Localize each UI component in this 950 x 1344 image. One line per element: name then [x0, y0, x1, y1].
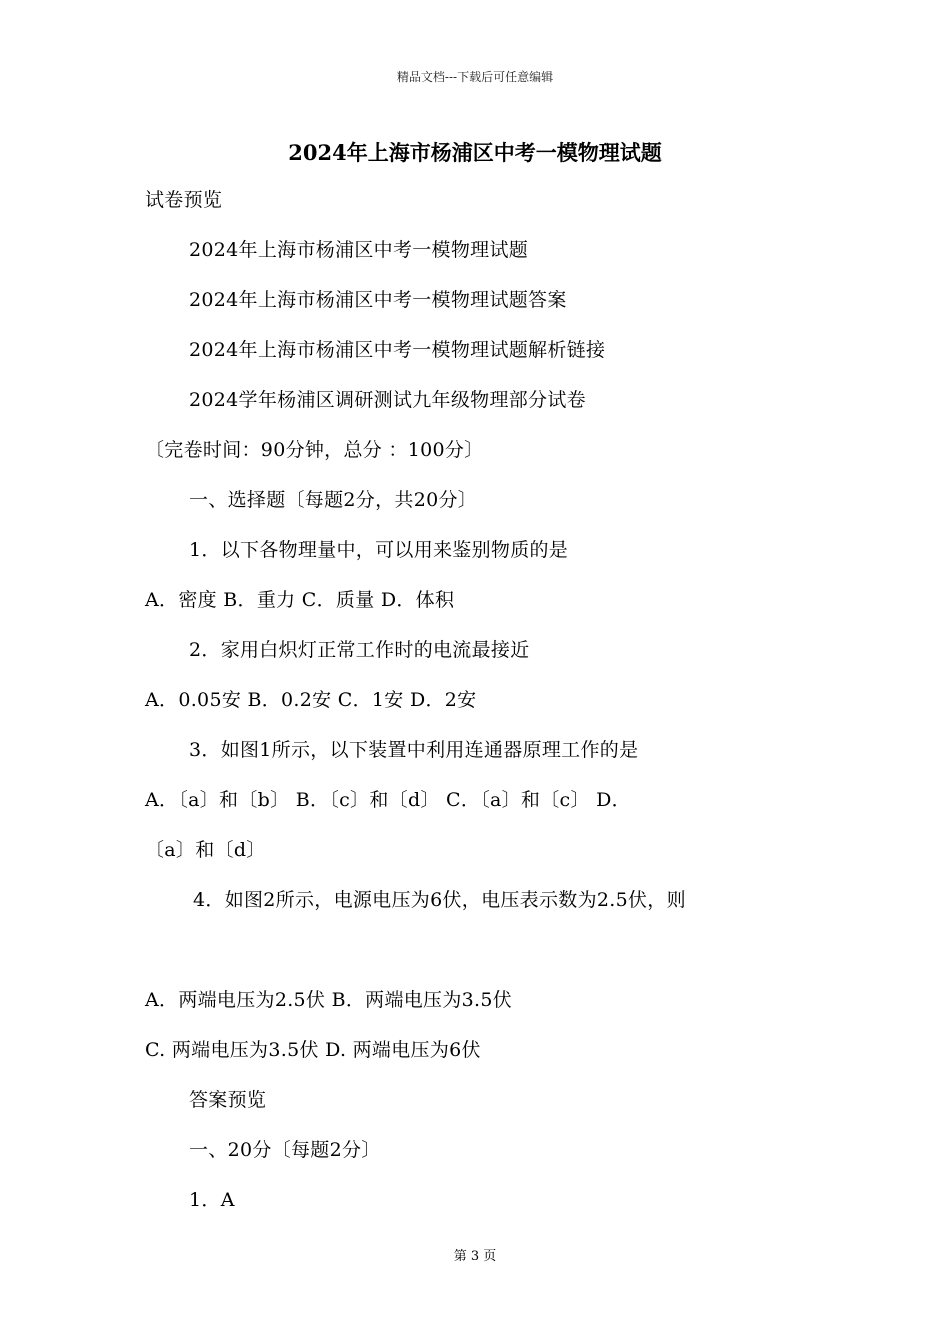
doc-link-answers[interactable]: 2024年上海市杨浦区中考一模物理试题答案 [189, 289, 567, 311]
question-2-options: A．0.05安 B．0.2安 C．1安 D．2安 [145, 689, 477, 711]
section-heading-answers: 答案预览 [189, 1089, 267, 1111]
question-1: 1．以下各物理量中，可以用来鉴别物质的是 [189, 539, 569, 561]
question-3: 3．如图1所示，以下装置中利用连通器原理工作的是 [189, 739, 639, 761]
document-title: 2024年上海市杨浦区中考一模物理试题 [288, 140, 662, 165]
exam-subtitle: 2024学年杨浦区调研测试九年级物理部分试卷 [189, 389, 586, 411]
question-3-options: A．〔a〕和〔b〕 B．〔c〕和〔d〕 C．〔a〕和〔c〕 D． [145, 789, 631, 811]
page-header: 精品文档---下载后可任意编辑 [396, 70, 554, 84]
doc-link-analysis[interactable]: 2024年上海市杨浦区中考一模物理试题解析链接 [189, 339, 606, 361]
exam-time-info: 〔完卷时间：90分钟，总分 ：100分〕 [145, 439, 484, 461]
question-1-options: A．密度 B．重力 C．质量 D．体积 [145, 589, 455, 611]
question-2: 2．家用白炽灯正常工作时的电流最接近 [189, 639, 530, 661]
question-4: 4．如图2所示，电源电压为6伏，电压表示数为2.5伏，则 [193, 889, 686, 911]
answer-section-1: 一、20分〔每题2分〕 [189, 1139, 381, 1161]
question-3-options-cont: 〔a〕和〔d〕 [145, 839, 266, 861]
page-number: 第 3 页 [453, 1249, 497, 1264]
section-heading-preview: 试卷预览 [145, 189, 223, 211]
answer-1: 1．A [189, 1189, 235, 1211]
question-4-options-ab: A．两端电压为2.5伏 B．两端电压为3.5伏 [145, 989, 513, 1011]
question-4-options-cd: C. 两端电压为3.5伏 D. 两端电压为6伏 [145, 1039, 481, 1061]
section-heading-choice: 一、选择题〔每题2分，共20分〕 [189, 489, 478, 511]
doc-link-paper[interactable]: 2024年上海市杨浦区中考一模物理试题 [189, 239, 529, 261]
